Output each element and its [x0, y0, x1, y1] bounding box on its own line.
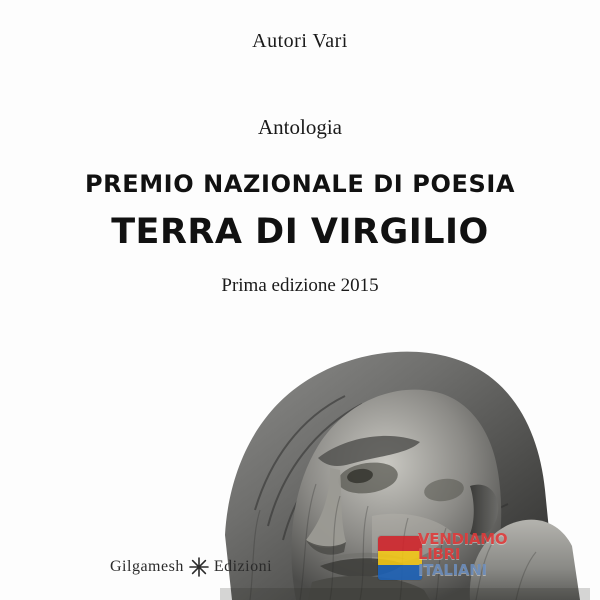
watermark-overlay — [378, 526, 586, 588]
watermark-line-3: ITALIANI — [418, 560, 487, 579]
watermark-flag-icon — [378, 536, 422, 580]
watermark-line-1: VENDIAMO — [418, 530, 508, 548]
cover-edition: Prima edizione 2015 — [221, 275, 379, 296]
cover-kind-label: Antologia — [258, 115, 342, 139]
watermark-line-2: LIBRI — [418, 545, 461, 564]
asterisk-star-icon — [188, 556, 210, 578]
publisher-name: Gilgamesh — [110, 558, 184, 575]
cover-title-line-1: PREMIO NAZIONALE DI POESIA — [84, 170, 516, 198]
watermark-text — [418, 532, 586, 578]
publisher-suffix: Edizioni — [213, 558, 273, 575]
publisher-imprint — [110, 556, 272, 578]
cover-author: Autori Vari — [252, 30, 348, 52]
cover-title-line-2: TERRA DI VIRGILIO — [111, 212, 489, 252]
